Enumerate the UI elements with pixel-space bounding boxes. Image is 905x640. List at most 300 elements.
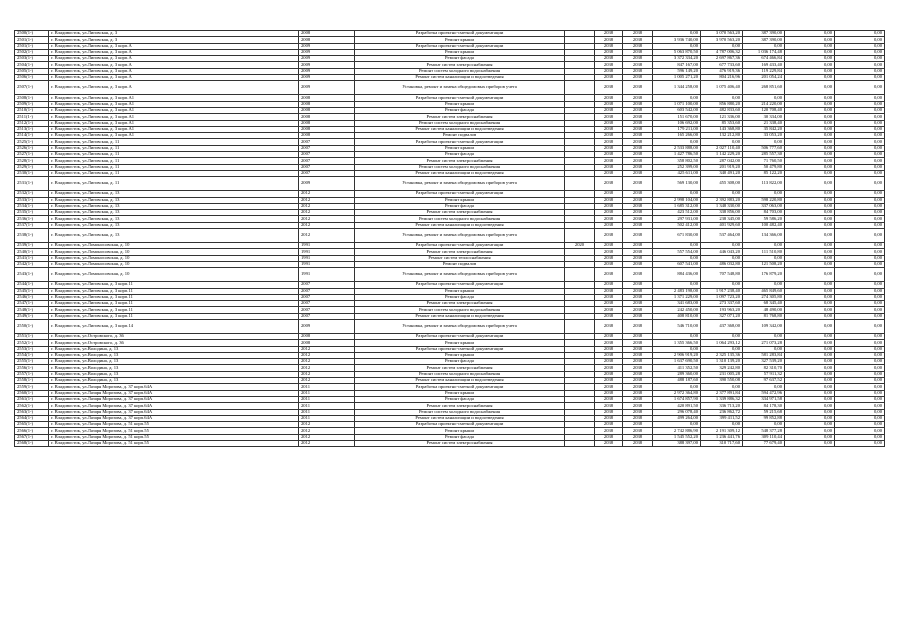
year-cell: 2008 <box>299 95 355 101</box>
total-cost-cell: 569 130,00 <box>653 177 701 191</box>
total-cost-cell: 1 674 857,90 <box>653 396 701 402</box>
owner-cost-cell: 0,00 <box>743 282 785 288</box>
owner-cost-cell: 201 054,24 <box>743 75 785 81</box>
note-cell <box>565 441 595 447</box>
start-year-cell: 2038 <box>595 301 623 307</box>
total-cost-cell: 557 554,00 <box>653 249 701 255</box>
fund-cost-cell: 327 071,20 <box>701 313 743 319</box>
budget-1-cell: 0,00 <box>785 441 835 447</box>
total-cost-cell: 0,00 <box>653 43 701 49</box>
budget-2-cell: 0,00 <box>835 422 885 428</box>
fund-cost-cell: 2 377 891,84 <box>701 390 743 396</box>
budget-1-cell: 0,00 <box>785 114 835 120</box>
address-cell: г. Владивосток, ул.Лиговская, д. 3 корп.А1 <box>49 126 299 132</box>
budget-1-cell: 0,00 <box>785 434 835 440</box>
budget-2-cell: 0,00 <box>835 210 885 216</box>
budget-1-cell: 0,00 <box>785 31 835 37</box>
budget-1-cell: 0,00 <box>785 359 835 365</box>
row-id-cell: 2566(1-) <box>15 428 49 434</box>
row-id-cell: 2550(1-) <box>15 319 49 333</box>
total-cost-cell: 411 352,50 <box>653 365 701 371</box>
address-cell: г. Владивосток, ул.Ломоносовская, д. 10 <box>49 255 299 261</box>
budget-2-cell: 0,00 <box>835 203 885 209</box>
year-cell: 2007 <box>299 170 355 176</box>
budget-2-cell: 0,00 <box>835 415 885 421</box>
total-cost-cell: 596 149,20 <box>653 68 701 74</box>
row-id-cell: 2558(1-) <box>15 378 49 384</box>
end-year-cell: 2038 <box>623 222 653 228</box>
address-cell: г. Владивосток, ул.Лиговская, д. 11 <box>49 177 299 191</box>
row-id-cell: 2502(1-) <box>15 49 49 55</box>
budget-1-cell: 0,00 <box>785 95 835 101</box>
owner-cost-cell: 0,00 <box>743 255 785 261</box>
year-cell: 2011 <box>299 415 355 421</box>
budget-2-cell: 0,00 <box>835 114 885 120</box>
owner-cost-cell: 84 703,00 <box>743 210 785 216</box>
fund-cost-cell: 1 064 293,12 <box>701 340 743 346</box>
fund-cost-cell: 1 310 139,20 <box>701 359 743 365</box>
row-id-cell: 2564(1-) <box>15 415 49 421</box>
budget-2-cell: 0,00 <box>835 197 885 203</box>
work-type-cell: Установка, ремонт и замена общедомовых приборов учета <box>355 229 565 243</box>
owner-cost-cell: 598 220,80 <box>743 197 785 203</box>
address-cell: г. Владивосток, ул.Островского, д. 36 <box>49 340 299 346</box>
end-year-cell: 2038 <box>623 313 653 319</box>
budget-2-cell: 0,00 <box>835 371 885 377</box>
owner-cost-cell: 0,00 <box>743 346 785 352</box>
work-type-cell: Ремонт систем электроснабжения <box>355 301 565 307</box>
row-id-cell: 2556(1-) <box>15 365 49 371</box>
budget-1-cell: 0,00 <box>785 75 835 81</box>
address-cell: г. Владивосток, ул.Володина, д. 13 <box>49 378 299 384</box>
address-cell: г. Владивосток, ул.Лазаря Морозова, д. 51 корп.55 <box>49 428 299 434</box>
address-cell: г. Владивосток, ул.Володина, д. 13 <box>49 365 299 371</box>
total-cost-cell: 0,00 <box>653 243 701 249</box>
budget-2-cell: 0,00 <box>835 177 885 191</box>
total-cost-cell: 252 399,00 <box>653 164 701 170</box>
owner-cost-cell: 0,00 <box>743 139 785 145</box>
row-id-cell: 2505(1-) <box>15 68 49 74</box>
start-year-cell: 2038 <box>595 243 623 249</box>
owner-cost-cell: 57 911,32 <box>743 371 785 377</box>
budget-2-cell: 0,00 <box>835 139 885 145</box>
end-year-cell: 2038 <box>623 56 653 62</box>
total-cost-cell: 1 427 786,50 <box>653 152 701 158</box>
address-cell: г. Владивосток, ул.Лиговская, д. 13 <box>49 203 299 209</box>
budget-1-cell: 0,00 <box>785 170 835 176</box>
work-type-cell: Ремонт систем канализации и водоотведения <box>355 415 565 421</box>
end-year-cell: 2038 <box>623 81 653 95</box>
total-cost-cell: 408 810,00 <box>653 313 701 319</box>
year-cell: 2009 <box>299 75 355 81</box>
budget-1-cell: 0,00 <box>785 120 835 126</box>
budget-2-cell: 0,00 <box>835 346 885 352</box>
row-id-cell: 2500(1-) <box>15 31 49 37</box>
owner-cost-cell: 84 178,30 <box>743 403 785 409</box>
total-cost-cell: 0,00 <box>653 31 701 37</box>
total-cost-cell: 425 611,00 <box>653 170 701 176</box>
budget-1-cell: 0,00 <box>785 340 835 346</box>
row-id-cell: 2565(1-) <box>15 422 49 428</box>
row-id-cell: 2535(1-) <box>15 210 49 216</box>
year-cell: 2008 <box>299 120 355 126</box>
budget-1-cell: 0,00 <box>785 229 835 243</box>
budget-1-cell: 0,00 <box>785 191 835 197</box>
owner-cost-cell: 77 679,40 <box>743 441 785 447</box>
table-row <box>15 81 885 95</box>
row-id-cell: 2503(1-) <box>15 56 49 62</box>
total-cost-cell: 296 078,40 <box>653 409 701 415</box>
address-cell: г. Владивосток, ул.Лиговская, д. 3 корп.11 <box>49 282 299 288</box>
fund-cost-cell: 121 336,00 <box>701 114 743 120</box>
start-year-cell: 2038 <box>595 365 623 371</box>
end-year-cell: 2038 <box>623 95 653 101</box>
budget-2-cell: 0,00 <box>835 268 885 282</box>
total-cost-cell: 603 542,00 <box>653 107 701 113</box>
table-body <box>15 31 885 447</box>
document-sheet <box>14 30 884 447</box>
end-year-cell: 2038 <box>623 145 653 151</box>
budget-2-cell: 0,00 <box>835 340 885 346</box>
fund-cost-cell: 236 862,72 <box>701 409 743 415</box>
work-type-cell: Разработка проектно-сметной документации <box>355 191 565 197</box>
start-year-cell: 2038 <box>595 229 623 243</box>
note-cell <box>565 268 595 282</box>
end-year-cell: 2038 <box>623 415 653 421</box>
budget-2-cell: 0,00 <box>835 282 885 288</box>
budget-1-cell: 0,00 <box>785 249 835 255</box>
total-cost-cell: 2 533 888,00 <box>653 145 701 151</box>
address-cell: г. Владивосток, ул.Лиговская, д. 3 корп.А1 <box>49 101 299 107</box>
work-type-cell: Ремонт систем электроснабжения <box>355 403 565 409</box>
end-year-cell: 2038 <box>623 170 653 176</box>
start-year-cell: 2038 <box>595 120 623 126</box>
budget-1-cell: 0,00 <box>785 313 835 319</box>
budget-1-cell: 0,00 <box>785 255 835 261</box>
fund-cost-cell: 486 032,80 <box>701 261 743 267</box>
owner-cost-cell: 21 338,40 <box>743 120 785 126</box>
budget-2-cell: 0,00 <box>835 403 885 409</box>
total-cost-cell: 3 936 740,00 <box>653 37 701 43</box>
start-year-cell: 2038 <box>595 441 623 447</box>
budget-1-cell: 0,00 <box>785 428 835 434</box>
total-cost-cell: 0,00 <box>653 139 701 145</box>
budget-2-cell: 0,00 <box>835 107 885 113</box>
budget-1-cell: 0,00 <box>785 177 835 191</box>
year-cell: 2009 <box>299 68 355 74</box>
year-cell: 2008 <box>299 126 355 132</box>
fund-cost-cell: 0,00 <box>701 43 743 49</box>
budget-1-cell: 0,00 <box>785 139 835 145</box>
work-type-cell: Ремонт систем холодного водоснабжения <box>355 409 565 415</box>
address-cell: г. Владивосток, ул.Лиговская, д. 3 корп.А <box>49 68 299 74</box>
budget-1-cell: 0,00 <box>785 307 835 313</box>
work-type-cell: Ремонт фасада <box>355 294 565 300</box>
owner-cost-cell: 387 390,00 <box>743 37 785 43</box>
total-cost-cell: 5 063 870,50 <box>653 49 701 55</box>
start-year-cell: 2038 <box>595 294 623 300</box>
year-cell: 2007 <box>299 158 355 164</box>
year-cell: 2012 <box>299 441 355 447</box>
work-type-cell: Ремонт систем холодного водоснабжения <box>355 216 565 222</box>
budget-1-cell: 0,00 <box>785 415 835 421</box>
address-cell: г. Владивосток, ул.Володина, д. 13 <box>49 359 299 365</box>
year-cell: 2008 <box>299 37 355 43</box>
work-type-cell: Разработка проектно-сметной документации <box>355 139 565 145</box>
owner-cost-cell: 268 851,60 <box>743 81 785 95</box>
work-type-cell: Разработка проектно-сметной документации <box>355 422 565 428</box>
work-type-cell: Ремонт крыши <box>355 37 565 43</box>
row-id-cell: 2539(1-) <box>15 243 49 249</box>
start-year-cell: 2038 <box>595 403 623 409</box>
row-id-cell: 2531(1-) <box>15 177 49 191</box>
start-year-cell: 2038 <box>595 68 623 74</box>
address-cell: г. Владивосток, ул.Володина, д. 13 <box>49 352 299 358</box>
budget-2-cell: 0,00 <box>835 441 885 447</box>
row-id-cell: 2548(1-) <box>15 307 49 313</box>
owner-cost-cell: 97 637,52 <box>743 378 785 384</box>
start-year-cell: 2038 <box>595 255 623 261</box>
budget-2-cell: 0,00 <box>835 288 885 294</box>
owner-cost-cell: 48 490,00 <box>743 307 785 313</box>
address-cell: г. Владивосток, ул.Лазаря Морозова, д. 37 корп.64А <box>49 396 299 402</box>
year-cell: 2012 <box>299 352 355 358</box>
end-year-cell: 2038 <box>623 359 653 365</box>
start-year-cell: 2038 <box>595 81 623 95</box>
end-year-cell: 2038 <box>623 243 653 249</box>
budget-1-cell: 0,00 <box>785 352 835 358</box>
address-cell: г. Владивосток, ул.Лиговская, д. 3 <box>49 37 299 43</box>
total-cost-cell: 242 450,00 <box>653 307 701 313</box>
end-year-cell: 2038 <box>623 75 653 81</box>
fund-cost-cell: 2 392 883,20 <box>701 197 743 203</box>
start-year-cell: 2038 <box>595 139 623 145</box>
owner-cost-cell: 169 433,40 <box>743 62 785 68</box>
year-cell: 2011 <box>299 403 355 409</box>
fund-cost-cell: 238 345,00 <box>701 216 743 222</box>
fund-cost-cell: 0,00 <box>701 333 743 339</box>
total-cost-cell: 1 344 258,00 <box>653 81 701 95</box>
note-cell <box>565 81 595 95</box>
owner-cost-cell: 1 036 174,48 <box>743 49 785 55</box>
work-type-cell: Разработка проектно-сметной документации <box>355 384 565 390</box>
end-year-cell: 2038 <box>623 152 653 158</box>
fund-cost-cell: 455 308,00 <box>701 177 743 191</box>
row-id-cell: 2563(1-) <box>15 409 49 415</box>
end-year-cell: 2038 <box>623 120 653 126</box>
start-year-cell: 2038 <box>595 31 623 37</box>
start-year-cell: 2038 <box>595 340 623 346</box>
budget-2-cell: 0,00 <box>835 396 885 402</box>
work-type-cell: Ремонт крыши <box>355 390 565 396</box>
work-type-cell: Разработка проектно-сметной документации <box>355 31 565 37</box>
year-cell: 2008 <box>299 31 355 37</box>
end-year-cell: 2038 <box>623 210 653 216</box>
row-id-cell: 2528(1-) <box>15 158 49 164</box>
budget-2-cell: 0,00 <box>835 249 885 255</box>
year-cell: 2007 <box>299 294 355 300</box>
year-cell: 2012 <box>299 197 355 203</box>
work-type-cell: Ремонт крыши <box>355 49 565 55</box>
total-cost-cell: 0,00 <box>653 95 701 101</box>
owner-cost-cell: 337 063,00 <box>743 203 785 209</box>
work-type-cell: Ремонт систем канализации и водоотведения <box>355 75 565 81</box>
total-cost-cell: 1 355 366,50 <box>653 340 701 346</box>
owner-cost-cell: 0,00 <box>743 333 785 339</box>
budget-2-cell: 0,00 <box>835 307 885 313</box>
address-cell: г. Владивосток, ул.Ломоносовская, д. 10 <box>49 261 299 267</box>
address-cell: г. Владивосток, ул.Лиговская, д. 11 <box>49 170 299 176</box>
year-cell: 2008 <box>299 107 355 113</box>
work-type-cell: Разработка проектно-сметной документации <box>355 95 565 101</box>
start-year-cell: 2038 <box>595 216 623 222</box>
year-cell: 2008 <box>299 333 355 339</box>
row-id-cell: 2529(1-) <box>15 164 49 170</box>
end-year-cell: 2038 <box>623 384 653 390</box>
start-year-cell: 2038 <box>595 170 623 176</box>
work-type-cell: Разработка проектно-сметной документации <box>355 333 565 339</box>
start-year-cell: 2038 <box>595 371 623 377</box>
address-cell: г. Владивосток, ул.Лазаря Морозова, д. 37 корп.64А <box>49 390 299 396</box>
work-type-cell: Разработка проектно-сметной документации <box>355 346 565 352</box>
fund-cost-cell: 0,00 <box>701 282 743 288</box>
fund-cost-cell: 201 919,20 <box>701 164 743 170</box>
row-id-cell: 2551(1-) <box>15 333 49 339</box>
work-type-cell: Установка, ремонт и замена общедомовых приборов учета <box>355 319 565 333</box>
year-cell: 2012 <box>299 229 355 243</box>
budget-1-cell: 0,00 <box>785 282 835 288</box>
work-type-cell: Ремонт фасада <box>355 359 565 365</box>
start-year-cell: 2038 <box>595 145 623 151</box>
address-cell: г. Владивосток, ул.Лиговская, д. 13 <box>49 210 299 216</box>
row-id-cell: 2557(1-) <box>15 371 49 377</box>
total-cost-cell: 847 167,00 <box>653 62 701 68</box>
row-id-cell: 2506(1-) <box>15 75 49 81</box>
fund-cost-cell: 231 005,28 <box>701 371 743 377</box>
address-cell: г. Владивосток, ул.Лиговская, д. 11 <box>49 139 299 145</box>
address-cell: г. Владивосток, ул.Лиговская, д. 13 <box>49 229 299 243</box>
fund-cost-cell: 3 070 563,20 <box>701 31 743 37</box>
budget-1-cell: 0,00 <box>785 107 835 113</box>
table-row <box>15 229 885 243</box>
fund-cost-cell: 0,00 <box>701 384 743 390</box>
fund-cost-cell: 340 491,20 <box>701 170 743 176</box>
owner-cost-cell: 109 342,00 <box>743 319 785 333</box>
budget-2-cell: 0,00 <box>835 243 885 249</box>
address-cell: г. Владивосток, ул.Лиговская, д. 3 корп.11 <box>49 313 299 319</box>
year-cell: 2012 <box>299 216 355 222</box>
end-year-cell: 2038 <box>623 158 653 164</box>
owner-cost-cell: 0,00 <box>743 384 785 390</box>
year-cell: 2009 <box>299 49 355 55</box>
end-year-cell: 2038 <box>623 197 653 203</box>
year-cell: 2008 <box>299 340 355 346</box>
fund-cost-cell: 0,00 <box>701 139 743 145</box>
fund-cost-cell: 329 242,80 <box>701 365 743 371</box>
row-id-cell: 2501(1-) <box>15 37 49 43</box>
start-year-cell: 2038 <box>595 37 623 43</box>
end-year-cell: 2038 <box>623 409 653 415</box>
budget-1-cell: 0,00 <box>785 384 835 390</box>
budget-1-cell: 0,00 <box>785 378 835 384</box>
owner-cost-cell: 0,00 <box>743 422 785 428</box>
total-cost-cell: 0,00 <box>653 255 701 261</box>
owner-cost-cell: 121 508,20 <box>743 261 785 267</box>
budget-1-cell: 0,00 <box>785 243 835 249</box>
owner-cost-cell: 0,00 <box>743 43 785 49</box>
start-year-cell: 2038 <box>595 158 623 164</box>
total-cost-cell: 0,00 <box>653 346 701 352</box>
fund-cost-cell: 0,00 <box>701 346 743 352</box>
owner-cost-cell: 113 822,00 <box>743 177 785 191</box>
owner-cost-cell: 387 390,00 <box>743 31 785 37</box>
row-id-cell: 2559(1-) <box>15 384 49 390</box>
budget-2-cell: 0,00 <box>835 37 885 43</box>
owner-cost-cell: 581 283,84 <box>743 352 785 358</box>
address-cell: г. Владивосток, ул.Лиговская, д. 3 корп.А1 <box>49 120 299 126</box>
end-year-cell: 2038 <box>623 333 653 339</box>
budget-2-cell: 0,00 <box>835 158 885 164</box>
year-cell: 2008 <box>299 101 355 107</box>
fund-cost-cell: 0,00 <box>701 243 743 249</box>
fund-cost-cell: 446 043,20 <box>701 249 743 255</box>
end-year-cell: 2038 <box>623 255 653 261</box>
end-year-cell: 2038 <box>623 422 653 428</box>
work-type-cell: Разработка проектно-сметной документации <box>355 243 565 249</box>
year-cell: 2008 <box>299 133 355 139</box>
row-id-cell: 2542(1-) <box>15 261 49 267</box>
budget-2-cell: 0,00 <box>835 229 885 243</box>
address-cell: г. Владивосток, ул.Лиговская, д. 11 <box>49 152 299 158</box>
year-cell: 2012 <box>299 378 355 384</box>
end-year-cell: 2038 <box>623 434 653 440</box>
budget-2-cell: 0,00 <box>835 261 885 267</box>
fund-cost-cell: 1 142 229,20 <box>701 152 743 158</box>
fund-cost-cell: 0,00 <box>701 95 743 101</box>
fund-cost-cell: 273 337,60 <box>701 301 743 307</box>
row-id-cell: 2537(1-) <box>15 222 49 228</box>
year-cell: 2009 <box>299 81 355 95</box>
budget-1-cell: 0,00 <box>785 294 835 300</box>
year-cell: 2007 <box>299 301 355 307</box>
year-cell: 2012 <box>299 210 355 216</box>
work-type-cell: Ремонт фасада <box>355 107 565 113</box>
work-type-cell: Ремонт крыши <box>355 428 565 434</box>
start-year-cell: 2038 <box>595 152 623 158</box>
row-id-cell: 2538(1-) <box>15 229 49 243</box>
work-type-cell: Ремонт фасада <box>355 152 565 158</box>
owner-cost-cell: 111 510,80 <box>743 249 785 255</box>
address-cell: г. Владивосток, ул.Ломоносовская, д. 10 <box>49 268 299 282</box>
fund-cost-cell: 1 097 723,20 <box>701 294 743 300</box>
row-id-cell: 2512(1-) <box>15 120 49 126</box>
budget-1-cell: 0,00 <box>785 101 835 107</box>
year-cell: 2012 <box>299 428 355 434</box>
owner-cost-cell: 35 842,20 <box>743 126 785 132</box>
total-cost-cell: 1 545 552,20 <box>653 434 701 440</box>
address-cell: г. Владивосток, ул.Лиговская, д. 3 корп.14 <box>49 319 299 333</box>
year-cell: 2012 <box>299 222 355 228</box>
budget-1-cell: 0,00 <box>785 133 835 139</box>
budget-2-cell: 0,00 <box>835 145 885 151</box>
budget-1-cell: 0,00 <box>785 68 835 74</box>
owner-cost-cell: 71 760,50 <box>743 158 785 164</box>
start-year-cell: 2038 <box>595 75 623 81</box>
address-cell: г. Владивосток, ул.Лиговская, д. 3 корп.А1 <box>49 133 299 139</box>
start-year-cell: 2038 <box>595 203 623 209</box>
work-type-cell: Ремонт систем электроснабжения <box>355 158 565 164</box>
owner-cost-cell: 674 466,84 <box>743 56 785 62</box>
